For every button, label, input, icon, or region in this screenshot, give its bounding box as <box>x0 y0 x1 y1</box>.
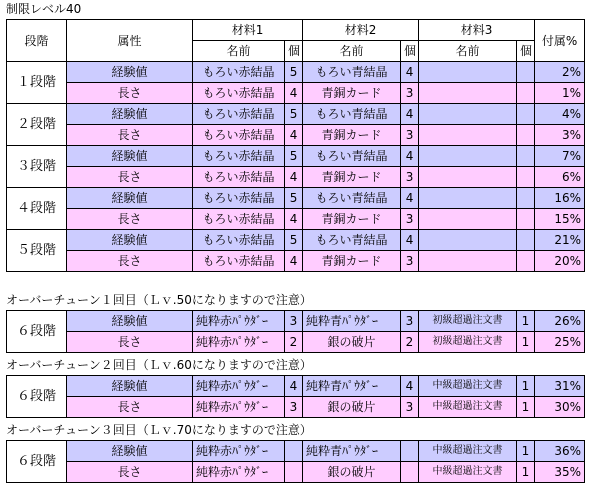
overtune-1-table <box>6 310 585 353</box>
header-mat2: 材料2 <box>303 20 419 41</box>
overtune-3-caption: オーバーチューン３回目（Ｌｖ.70になりますので注意） <box>6 423 312 437</box>
material2-name: 銀の破片 <box>303 332 401 353</box>
material1-name: 純粋赤ﾊﾟｳﾀﾞｰ <box>193 441 285 462</box>
bonus-percent: 15% <box>535 209 585 230</box>
material2-count: 3 <box>401 167 419 188</box>
stage-label: ６段階 <box>7 441 67 483</box>
material3-name: 中級超過注文書 <box>419 397 517 418</box>
material1-name: もろい赤結晶 <box>193 83 285 104</box>
material3-count <box>517 167 535 188</box>
bonus-percent: 6% <box>535 167 585 188</box>
material3-name <box>419 62 517 83</box>
stage-label: ６段階 <box>7 311 67 353</box>
material2-name: 純粋青ﾊﾟｳﾀﾞｰ <box>303 376 401 397</box>
header-mat1: 材料1 <box>193 20 303 41</box>
material2-count: 3 <box>401 311 419 332</box>
material3-name <box>419 230 517 251</box>
material1-count: 5 <box>285 188 303 209</box>
attr-cell: 経験値 <box>67 188 193 209</box>
overtune-2-caption: オーバーチューン２回目（Ｌｖ.60になりますので注意） <box>6 358 312 372</box>
material2-count <box>401 441 419 462</box>
material1-name: もろい赤結晶 <box>193 125 285 146</box>
main-table <box>6 19 585 272</box>
material2-name: もろい青結晶 <box>303 188 401 209</box>
material2-count: 4 <box>401 188 419 209</box>
header-stage: 段階 <box>7 20 67 62</box>
material3-name <box>419 104 517 125</box>
bonus-percent: 21% <box>535 230 585 251</box>
material1-name: もろい赤結晶 <box>193 251 285 272</box>
bonus-percent: 35% <box>535 462 585 483</box>
table-row <box>7 376 585 397</box>
bonus-percent: 3% <box>535 125 585 146</box>
material3-name: 中級超過注文書 <box>419 462 517 483</box>
header-count: 個 <box>285 41 303 62</box>
material1-name: もろい赤結晶 <box>193 188 285 209</box>
material1-count: 5 <box>285 104 303 125</box>
material2-name: 純粋青ﾊﾟｳﾀﾞｰ <box>303 311 401 332</box>
material2-count: 3 <box>401 251 419 272</box>
material1-count <box>285 462 303 483</box>
material1-name: 純粋赤ﾊﾟｳﾀﾞｰ <box>193 397 285 418</box>
attr-cell: 長さ <box>67 397 193 418</box>
attr-cell: 長さ <box>67 167 193 188</box>
table-row <box>7 209 585 230</box>
bonus-percent: 20% <box>535 251 585 272</box>
attr-cell: 経験値 <box>67 441 193 462</box>
attr-cell: 経験値 <box>67 311 193 332</box>
material3-name <box>419 251 517 272</box>
material3-name <box>419 188 517 209</box>
material2-count: 4 <box>401 376 419 397</box>
material1-count: 4 <box>285 376 303 397</box>
material3-name <box>419 125 517 146</box>
material2-name: もろい青結晶 <box>303 62 401 83</box>
material1-count: 4 <box>285 209 303 230</box>
overtune-3-table <box>6 440 585 483</box>
table-row <box>7 62 585 83</box>
material2-count: 2 <box>401 332 419 353</box>
material2-count: 4 <box>401 62 419 83</box>
overtune-1-caption: オーバーチューン１回目（Ｌｖ.50になりますので注意） <box>6 293 312 307</box>
bonus-percent: 36% <box>535 441 585 462</box>
material1-name: 純粋赤ﾊﾟｳﾀﾞｰ <box>193 462 285 483</box>
table-row <box>7 104 585 125</box>
material2-count: 3 <box>401 83 419 104</box>
material1-name: 純粋赤ﾊﾟｳﾀﾞｰ <box>193 311 285 332</box>
material3-count <box>517 104 535 125</box>
material2-count: 4 <box>401 104 419 125</box>
header-name: 名前 <box>193 41 285 62</box>
material2-name: 青銅カード <box>303 209 401 230</box>
attr-cell: 経験値 <box>67 376 193 397</box>
attr-cell: 経験値 <box>67 104 193 125</box>
material1-count: 4 <box>285 125 303 146</box>
material1-count: 5 <box>285 62 303 83</box>
material3-count: 1 <box>517 441 535 462</box>
material3-count <box>517 188 535 209</box>
material2-name: もろい青結晶 <box>303 230 401 251</box>
material1-name: もろい赤結晶 <box>193 104 285 125</box>
header-bonus: 付属% <box>535 20 585 62</box>
material2-name: 青銅カード <box>303 83 401 104</box>
bonus-percent: 26% <box>535 311 585 332</box>
material2-count: 3 <box>401 397 419 418</box>
material1-count: 3 <box>285 397 303 418</box>
material3-name: 初級超過注文書 <box>419 311 517 332</box>
attr-cell: 経験値 <box>67 62 193 83</box>
material2-count: 4 <box>401 230 419 251</box>
material3-count <box>517 125 535 146</box>
bonus-percent: 4% <box>535 104 585 125</box>
material1-count: 3 <box>285 311 303 332</box>
attr-cell: 長さ <box>67 83 193 104</box>
attr-cell: 経験値 <box>67 146 193 167</box>
material2-name: もろい青結晶 <box>303 104 401 125</box>
material2-name: もろい青結晶 <box>303 146 401 167</box>
material3-count <box>517 83 535 104</box>
header-mat3: 材料3 <box>419 20 535 41</box>
material1-name: もろい赤結晶 <box>193 62 285 83</box>
bonus-percent: 31% <box>535 376 585 397</box>
material1-count: 4 <box>285 167 303 188</box>
material1-count: 5 <box>285 230 303 251</box>
material3-count <box>517 209 535 230</box>
material3-count: 1 <box>517 332 535 353</box>
material3-count <box>517 251 535 272</box>
material3-name <box>419 146 517 167</box>
material3-count <box>517 62 535 83</box>
table-row <box>7 332 585 353</box>
material3-name <box>419 83 517 104</box>
material2-count: 3 <box>401 209 419 230</box>
material3-count <box>517 146 535 167</box>
attr-cell: 長さ <box>67 332 193 353</box>
table-row <box>7 167 585 188</box>
material1-name: もろい赤結晶 <box>193 209 285 230</box>
stage-label: ６段階 <box>7 376 67 418</box>
stage-label: ２段階 <box>7 104 67 146</box>
material3-count <box>517 230 535 251</box>
table-row <box>7 441 585 462</box>
table-row <box>7 125 585 146</box>
overtune-2-table <box>6 375 585 418</box>
material3-name: 初級超過注文書 <box>419 332 517 353</box>
material1-count: 4 <box>285 83 303 104</box>
stage-label: ４段階 <box>7 188 67 230</box>
table-row <box>7 397 585 418</box>
header-name: 名前 <box>419 41 517 62</box>
material2-count: 3 <box>401 125 419 146</box>
material3-name: 中級超過注文書 <box>419 441 517 462</box>
stage-label: ３段階 <box>7 146 67 188</box>
material1-count: 2 <box>285 332 303 353</box>
material2-name: 青銅カード <box>303 251 401 272</box>
material2-name: 銀の破片 <box>303 462 401 483</box>
material2-count <box>401 462 419 483</box>
material1-name: 純粋赤ﾊﾟｳﾀﾞｰ <box>193 332 285 353</box>
bonus-percent: 16% <box>535 188 585 209</box>
material1-count: 5 <box>285 146 303 167</box>
material2-name: 銀の破片 <box>303 397 401 418</box>
bonus-percent: 30% <box>535 397 585 418</box>
table-row <box>7 83 585 104</box>
table-row <box>7 146 585 167</box>
attr-cell: 長さ <box>67 251 193 272</box>
material2-name: 青銅カード <box>303 167 401 188</box>
material1-name: もろい赤結晶 <box>193 146 285 167</box>
attr-cell: 長さ <box>67 209 193 230</box>
attr-cell: 長さ <box>67 125 193 146</box>
material3-name: 中級超過注文書 <box>419 376 517 397</box>
material1-name: もろい赤結晶 <box>193 230 285 251</box>
material1-name: もろい赤結晶 <box>193 167 285 188</box>
table-row <box>7 311 585 332</box>
table-row <box>7 188 585 209</box>
bonus-percent: 2% <box>535 62 585 83</box>
stage-label: １段階 <box>7 62 67 104</box>
attr-cell: 経験値 <box>67 230 193 251</box>
material3-count: 1 <box>517 397 535 418</box>
material2-name: 青銅カード <box>303 125 401 146</box>
material3-count: 1 <box>517 376 535 397</box>
material3-count: 1 <box>517 311 535 332</box>
attr-cell: 長さ <box>67 462 193 483</box>
stage-label: ５段階 <box>7 230 67 272</box>
material3-count: 1 <box>517 462 535 483</box>
header-attr: 属性 <box>67 20 193 62</box>
table-row <box>7 462 585 483</box>
header-name: 名前 <box>303 41 401 62</box>
bonus-percent: 7% <box>535 146 585 167</box>
material3-name <box>419 209 517 230</box>
bonus-percent: 1% <box>535 83 585 104</box>
material2-name: 純粋青ﾊﾟｳﾀﾞｰ <box>303 441 401 462</box>
table-row <box>7 230 585 251</box>
material1-count: 4 <box>285 251 303 272</box>
header-count: 個 <box>517 41 535 62</box>
page-title: 制限レベル40 <box>6 2 82 16</box>
material1-name: 純粋赤ﾊﾟｳﾀﾞｰ <box>193 376 285 397</box>
material1-count <box>285 441 303 462</box>
table-row <box>7 251 585 272</box>
material3-name <box>419 167 517 188</box>
bonus-percent: 25% <box>535 332 585 353</box>
header-count: 個 <box>401 41 419 62</box>
material2-count: 4 <box>401 146 419 167</box>
